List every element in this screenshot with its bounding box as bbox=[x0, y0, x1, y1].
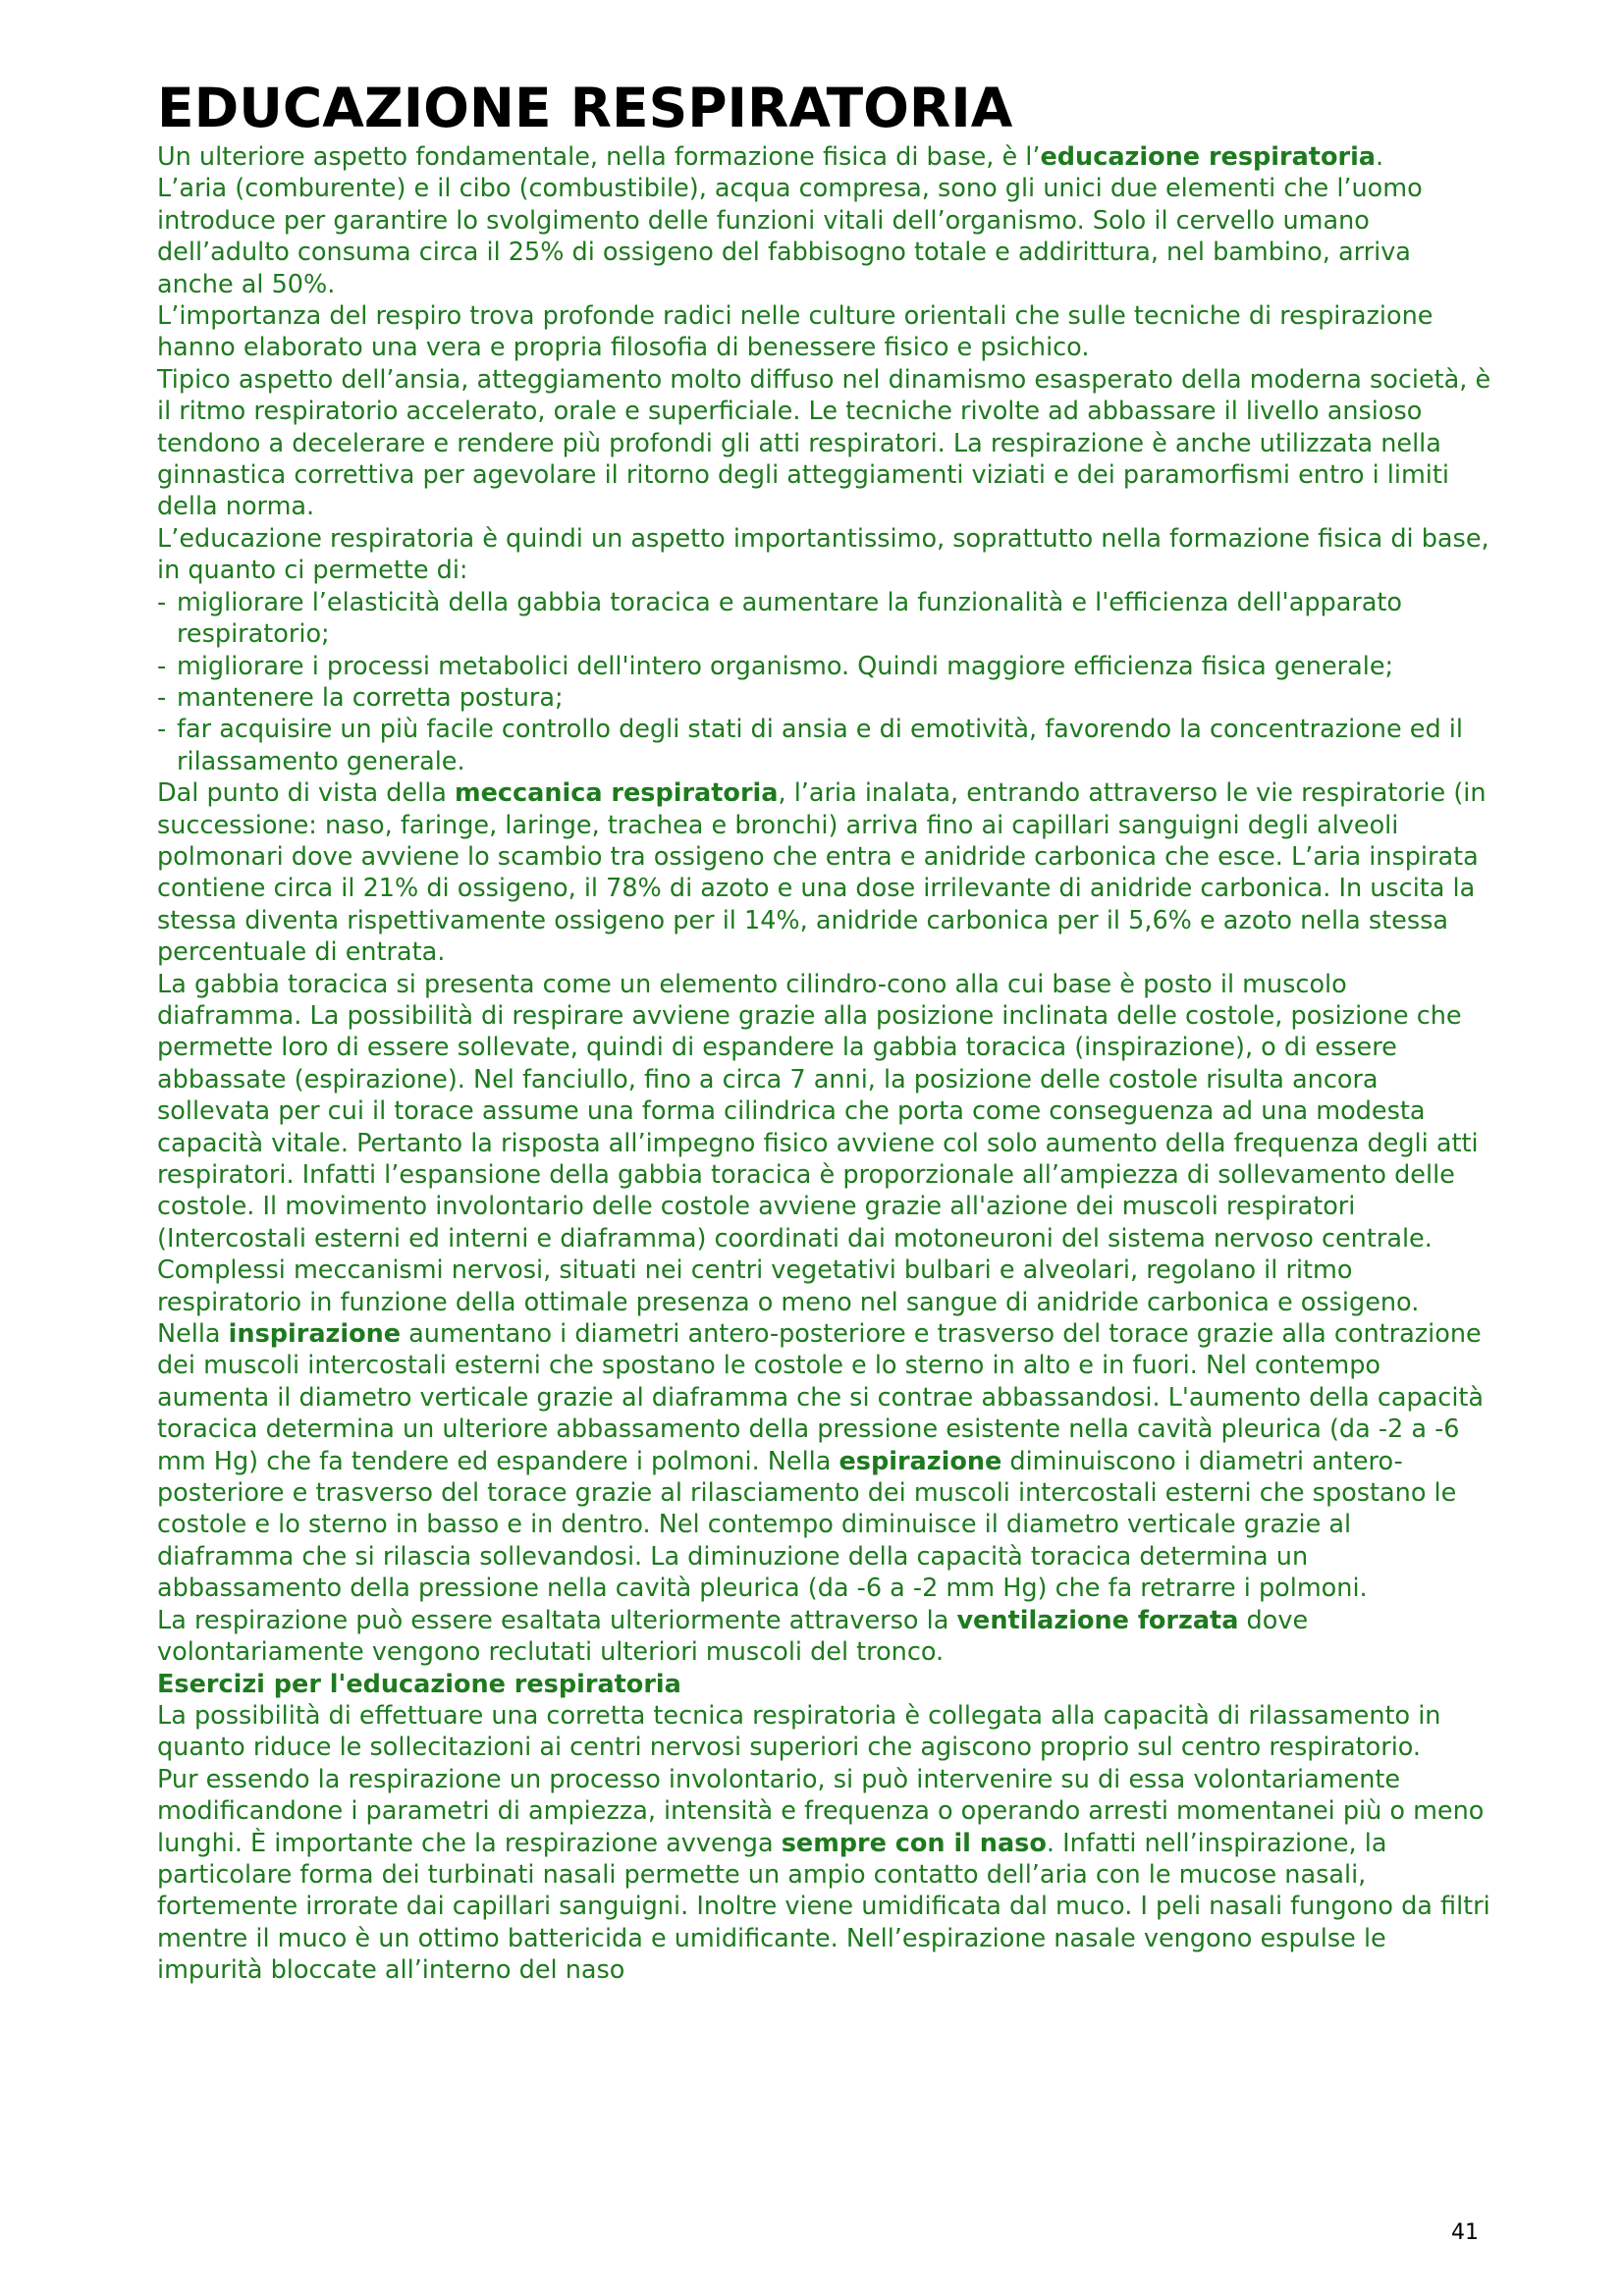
text-run: aumentano i diametri antero-posteriore e trasverso del torace grazie alla contrazione dei muscoli intercostali esterni che spostano le costole e lo sterno in alto e in fuori. Nel contempo aumenta il diametro verticale grazie al diaframma che si contrae abbassandosi. L'aumento della capacità toracica determina un ulteriore abbassamento della pressione esistente nella cavità pleurica (da -2 a -6 mm Hg) che fa tendere ed espandere i polmoni. Nella bbox=[157, 1319, 1485, 1476]
paragraph-oriental-cultures: L’importanza del respiro trova profonde radici nelle culture orientali che sulle tecniche di respirazione hanno elaborato una vera e propria filosofia di benessere fisico e psichico. bbox=[157, 301, 1434, 363]
paragraph-anxiety: Tipico aspetto dell’ansia, atteggiamento molto diffuso nel dinamismo esasperato della moderna società, è il ritmo respiratorio accelerato, orale e superficiale. Le tecniche rivolte ad abbassare il livello ansioso tendono a decelerare e rendere più profondi gli atti respiratori. La respirazione è anche utilizzata nella ginnastica correttiva per agevolare il ritorno degli atteggiamenti viziati e dei paramorfismi entro i limiti della norma. bbox=[157, 364, 1491, 522]
bold-term: meccanica respiratoria bbox=[455, 778, 779, 809]
section-heading: Esercizi per l'educazione respiratoria bbox=[157, 1669, 681, 1699]
paragraph-intro bbox=[157, 141, 1492, 173]
benefits-list bbox=[157, 587, 1492, 777]
bold-term: ventilazione forzata bbox=[956, 1605, 1239, 1635]
list-item bbox=[157, 714, 1492, 777]
list-item bbox=[157, 651, 1492, 682]
list-item-text: migliorare i processi metabolici dell'intero organismo. Quindi maggiore efficienza fisica generale; bbox=[177, 651, 1394, 681]
text-run: Dal punto di vista della bbox=[157, 778, 456, 809]
page-number: 41 bbox=[1451, 2220, 1479, 2245]
page-title: EDUCAZIONE RESPIRATORIA bbox=[157, 77, 1013, 139]
bold-term: sempre con il naso bbox=[781, 1828, 1047, 1858]
list-item-text: far acquisire un più facile controllo degli stati di ansia e di emotività, favorendo la concentrazione ed il rilassamento generale. bbox=[177, 715, 1463, 776]
paragraph-rib-cage: La gabbia toracica si presenta come un elemento cilindro-cono alla cui base è posto il muscolo diaframma. La possibilità di respirare avviene grazie alla posizione inclinata delle costole, posizione che permette loro di essere sollevate, quindi di espandere la gabbia toracica (inspirazione), o di essere abbassate (espirazione). Nel fanciullo, fino a circa 7 anni, la posizione delle costole risulta ancora sollevata per cui il torace assume una forma cilindrica che porta come conseguenza ad una modesta capacità vitale. Pertanto la risposta all’impegno fisico avviene col solo aumento della frequenza degli atti respiratori. Infatti l’espansione della gabbia toracica è proporzionale all’ampiezza di sollevamento delle costole. Il movimento involontario delle costole avviene grazie all'azione dei muscoli respiratori (Intercostali esterni ed interni e diaframma) coordinati dai motoneuroni del sistema nervoso centrale. Complessi meccanismi nervosi, situati nei centri vegetativi bulbari e alveolari, regolano il ritmo respiratorio in funzione della ottimale presenza o meno nel sangue di anidride carbonica e ossigeno. bbox=[157, 969, 1479, 1317]
paragraph-respiratory-education: L’educazione respiratoria è quindi un aspetto importantissimo, soprattutto nella formazione fisica di base, in quanto ci permette di: bbox=[157, 523, 1489, 586]
text-run: dove volontariamente vengono reclutati ulteriori muscoli del tronco. bbox=[157, 1605, 1309, 1668]
list-dash: - bbox=[157, 715, 167, 745]
list-dash: - bbox=[157, 651, 167, 681]
text-run: Pur essendo la respirazione un processo involontario, si può intervenire su di essa volontariamente modificandone i parametri di ampiezza, intensità e frequenza o operando arresti momentanei più o meno lunghi. È importante che la respirazione avvenga bbox=[157, 1764, 1485, 1858]
list-item-text: mantenere la corretta postura; bbox=[177, 682, 564, 713]
paragraph-inspiration-expiration bbox=[157, 1318, 1492, 1605]
list-dash: - bbox=[157, 682, 167, 713]
document-page bbox=[157, 77, 1492, 1987]
paragraph-relaxation: La possibilità di effettuare una corretta tecnica respiratoria è collegata alla capacità di rilassamento in quanto riduce le sollecitazioni ai centri nervosi superiori che agiscono proprio sul centro respiratorio. bbox=[157, 1700, 1441, 1763]
list-item bbox=[157, 587, 1492, 651]
text-run: Un ulteriore aspetto fondamentale, nella formazione fisica di base, è l’ bbox=[157, 142, 1041, 172]
text-run: . bbox=[1376, 142, 1384, 172]
bold-term: inspirazione bbox=[228, 1319, 402, 1350]
text-run: La respirazione può essere esaltata ulteriormente attraverso la bbox=[157, 1605, 957, 1635]
paragraph-forced-ventilation bbox=[157, 1605, 1492, 1669]
list-dash: - bbox=[157, 587, 167, 617]
paragraph-air-food: L’aria (comburente) e il cibo (combustibile), acqua compresa, sono gli unici due elementi che l’uomo introduce per garantire lo svolgimento delle funzioni vitali dell’organismo. Solo il cervello umano dell’adulto consuma circa il 25% di ossigeno del fabbisogno totale e addirittura, nel bambino, arriva anche al 50%. bbox=[157, 174, 1423, 299]
bold-term: educazione respiratoria bbox=[1040, 142, 1377, 172]
text-run: . Infatti nell’inspirazione, la particolare forma dei turbinati nasali permette un ampio contatto dell’aria con le mucose nasali, fortemente irrorate dai capillari sanguigni. Inoltre viene umidificata dal muco. I peli nasali fungono da filtri mentre il muco è un ottimo battericida e umidificante. Nell’espirazione nasale vengono espulse le impurità bloccate all’interno del naso bbox=[157, 1828, 1490, 1986]
text-run: , l’aria inalata, entrando attraverso le vie respiratorie (in successione: naso, faringe, laringe, trachea e bronchi) arriva fino ai capillari sanguigni degli alveoli polmonari dove avviene lo scambio tra ossigeno che entra e anidride carbonica che esce. L’aria inspirata contiene circa il 21% di ossigeno, il 78% di azoto e una dose irrilevante di anidride carbonica. In uscita la stessa diventa rispettivamente ossigeno per il 14%, anidride carbonica per il 5,6% e azoto nella stessa percentuale di entrata. bbox=[157, 778, 1487, 968]
bold-term: espirazione bbox=[839, 1446, 1002, 1476]
text-run: diminuiscono i diametri antero-posteriore e trasverso del torace grazie al rilasciamento dei muscoli intercostali esterni che spostano le costole e lo sterno in basso e in dentro. Nel contempo diminuisce il diametro verticale grazie al diaframma che si rilascia sollevandosi. La diminuzione della capacità toracica determina un abbassamento della pressione nella cavità pleurica (da -6 a -2 mm Hg) che fa retrarre i polmoni. bbox=[157, 1446, 1457, 1604]
text-run: Nella bbox=[157, 1319, 229, 1350]
document-body bbox=[157, 141, 1492, 1987]
paragraph-nasal-breathing bbox=[157, 1764, 1492, 1987]
list-item bbox=[157, 682, 1492, 714]
paragraph-mechanics bbox=[157, 777, 1492, 968]
list-item-text: migliorare l’elasticità della gabbia toracica e aumentare la funzionalità e l'efficienza dell'apparato respiratorio; bbox=[177, 587, 1403, 650]
